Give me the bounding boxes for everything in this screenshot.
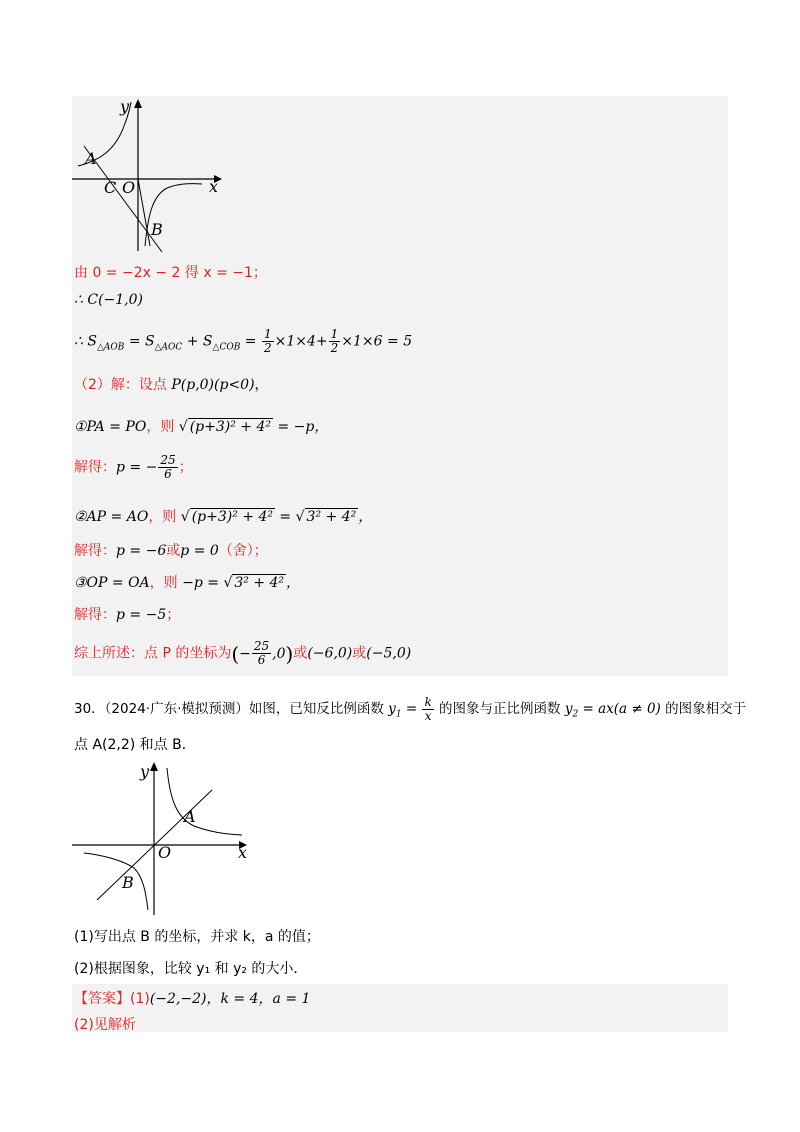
- q30-line1: 30．（2024·广东·模拟预测）如图，已知反比例函数 $y_1$ = $\frac{k}{x}$ 的图象与正比例函数 $y_2 = ax(a \ne 0)$ 的图象相交于: [74, 695, 747, 723]
- line-solve1: 解得：p = − $\frac{25}{6}$ ；: [74, 453, 193, 481]
- graph1-y-arrow: [134, 99, 142, 108]
- q30-sub1: (1)写出点 B 的坐标，并求 k，a 的值；: [74, 929, 320, 945]
- line-solve3: 解得：p = −5；: [74, 607, 181, 623]
- graph-2: [72, 760, 257, 920]
- graph1-label-b: B: [151, 220, 163, 239]
- q30-sub2: (2)根据图象，比较 y₁ 和 y₂ 的大小．: [74, 961, 308, 977]
- line-case3: ③OP = OA，则 −p = √ 3² + 4² ，: [74, 575, 301, 591]
- graph2-y-arrow: [150, 762, 158, 771]
- graph1-label-o: O: [122, 178, 136, 197]
- graph2-label-x: x: [238, 843, 248, 862]
- graph1-label-x: x: [209, 177, 219, 196]
- graph1-label-a: A: [85, 149, 97, 168]
- graph2-label-a: A: [184, 807, 196, 826]
- graph1-line-ob: [138, 179, 150, 246]
- answer-line1: 【答案】(1)(−2,−2)，k = 4，a = 1: [74, 991, 311, 1007]
- line-find-c: 由 0 = −2x − 2 得 x = −1；: [74, 265, 267, 281]
- line-case1: ①PA = PO，则 √ (p+3)² + 4² = −p，: [74, 419, 329, 435]
- answer-line2: (2)见解析: [74, 1017, 136, 1033]
- line-case2: ②AP = AO，则 √ (p+3)² + 4² = √ 3² + 4² ，: [74, 509, 373, 525]
- q30-line2: 点 A(2,2) 和点 B．: [74, 737, 196, 753]
- graph1-label-y: y: [120, 97, 130, 116]
- graph2-label-b: B: [122, 873, 134, 892]
- line-solve2: 解得：p = −6或p = 0（舍）；: [74, 543, 268, 559]
- graph2-hyperbola-q1: [167, 768, 242, 835]
- graph-1: [72, 96, 232, 256]
- line-sol2: （2）解：设点 P(p,0)(p<0)，: [74, 377, 269, 393]
- graph1-label-c: C: [104, 178, 117, 197]
- graph2-label-y: y: [140, 762, 150, 781]
- line-area: ∴ $S_{\triangle AOB} = S_{\triangle AOC} + S_{\triangle COB}$ = $\frac{1}{2}$ ×1×4+ $\frac{1}{2}$ ×1×6 = 5: [74, 327, 413, 355]
- graph2-label-o: O: [158, 843, 172, 862]
- line-summary: 综上所述：点 P 的坐标为(− $\frac{25}{6}$ ,0)或(−6,0)或(−5,0): [74, 639, 412, 667]
- line-point-c: ∴ C(−1,0): [74, 292, 143, 308]
